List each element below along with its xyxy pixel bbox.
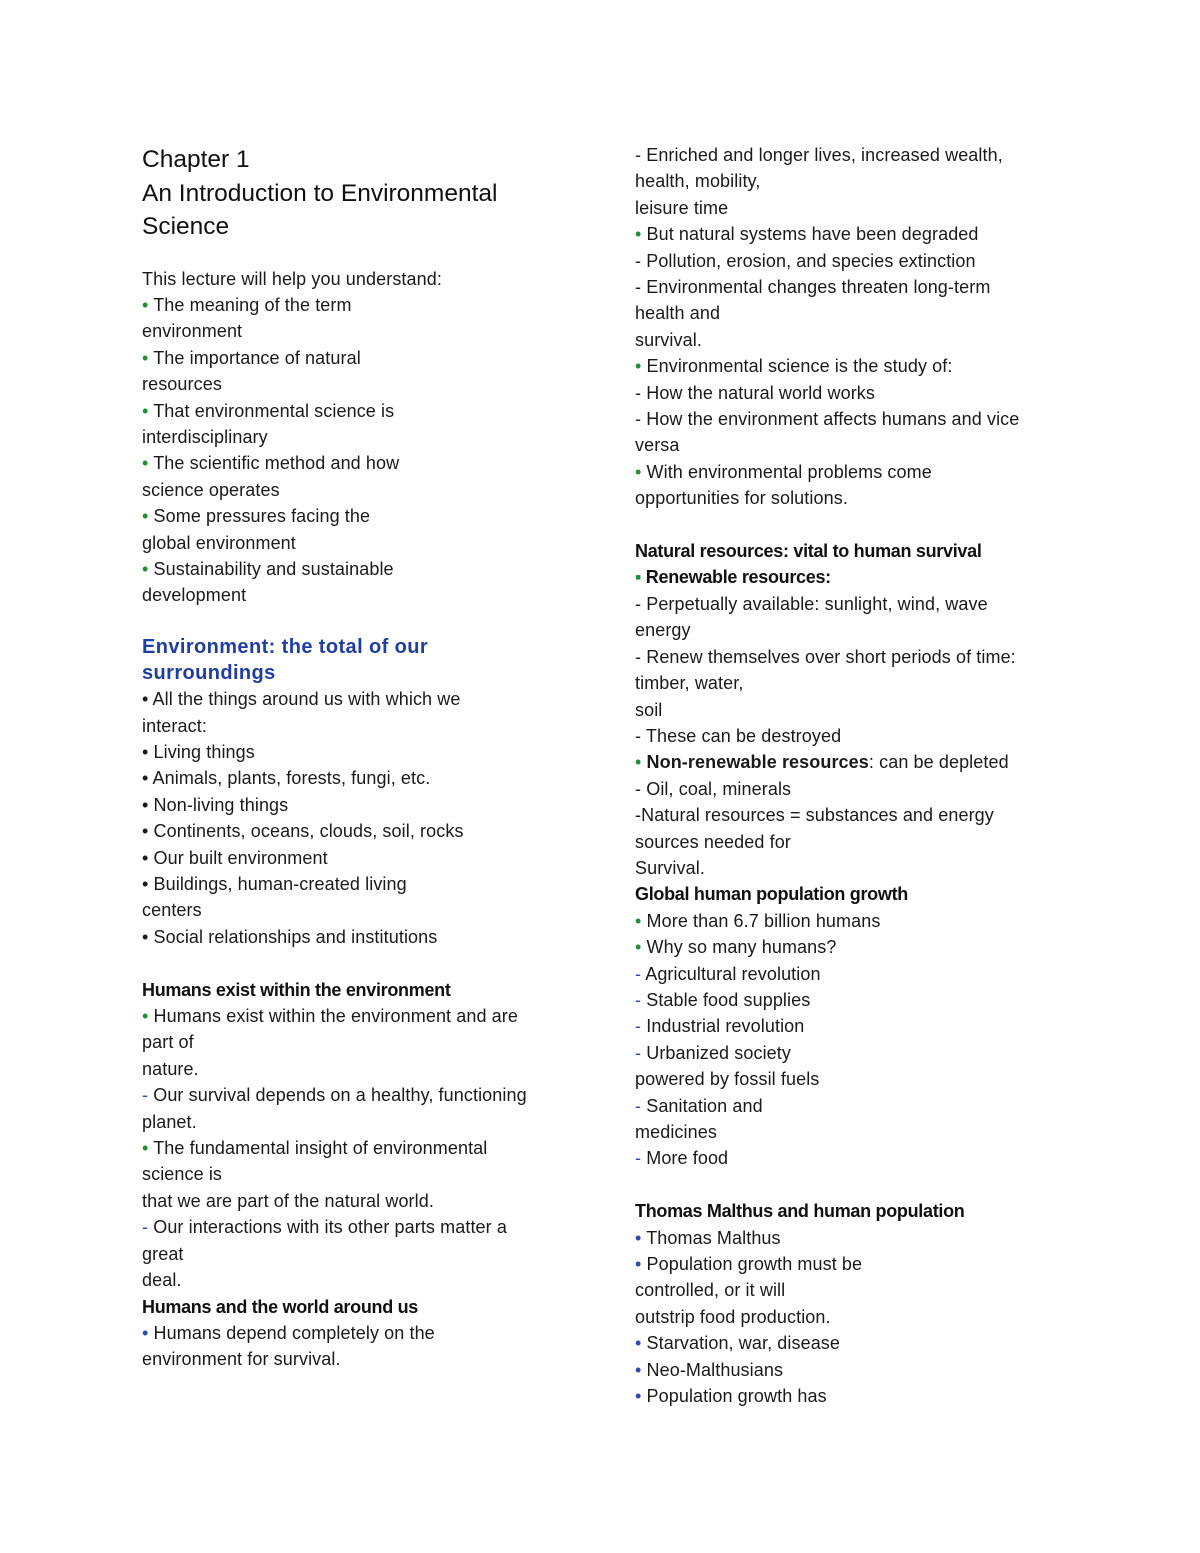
list-item-text: opportunities for solutions. bbox=[635, 488, 848, 509]
bullet-icon: • bbox=[635, 224, 642, 245]
list-item-text: leisure time bbox=[635, 197, 729, 218]
list-item bbox=[635, 617, 1075, 643]
list-item-text: medicines bbox=[635, 1122, 717, 1143]
list-item bbox=[142, 1003, 572, 1029]
list-item-text: More than 6.7 billion humans bbox=[646, 910, 881, 931]
bullet-icon: • bbox=[142, 506, 149, 527]
list-item bbox=[635, 221, 1075, 247]
list-item-text: Environmental science is the study of: bbox=[646, 356, 953, 377]
list-item bbox=[142, 1109, 572, 1135]
list-item bbox=[635, 195, 1075, 221]
list-item bbox=[142, 530, 572, 556]
bullet-icon: • bbox=[635, 1333, 642, 1354]
list-item-text: Neo-Malthusians bbox=[646, 1359, 784, 1380]
list-item-text: that we are part of the natural world. bbox=[142, 1190, 434, 1211]
bullet-icon: • bbox=[142, 1138, 149, 1159]
list-item-text: Enriched and longer lives, increased wealth, bbox=[646, 145, 1003, 165]
list-item bbox=[142, 371, 572, 397]
humans-exist-list bbox=[142, 1003, 572, 1293]
list-item-text: Humans exist within the environment and are bbox=[153, 1006, 518, 1027]
list-item-text: • All the things around us with which we bbox=[142, 689, 461, 710]
list-item bbox=[142, 1214, 572, 1240]
list-item bbox=[635, 723, 1075, 749]
list-item bbox=[142, 1161, 572, 1187]
list-item bbox=[142, 1267, 572, 1293]
list-item bbox=[635, 300, 1075, 326]
list-item-text: development bbox=[142, 585, 247, 606]
list-item-text: science operates bbox=[142, 479, 280, 500]
list-item-text: Pollution, erosion, and species extinction bbox=[646, 250, 976, 271]
list-item bbox=[635, 987, 1075, 1013]
list-item bbox=[635, 697, 1075, 723]
natural-resources-heading: Natural resources: vital to human survival bbox=[635, 541, 982, 562]
list-item bbox=[142, 686, 572, 712]
list-item-text: More food bbox=[646, 1148, 729, 1169]
list-item bbox=[635, 353, 1075, 379]
learning-objectives-list bbox=[142, 292, 572, 609]
list-item-text: How the environment affects humans and vice bbox=[646, 409, 1020, 430]
intro-text: This lecture will help you understand: bbox=[142, 268, 442, 289]
list-item bbox=[142, 477, 572, 503]
list-item-text: • Buildings, human-created living bbox=[142, 874, 407, 895]
list-item bbox=[142, 924, 572, 950]
list-item-text: outstrip food production. bbox=[635, 1306, 831, 1327]
list-item bbox=[142, 424, 572, 450]
list-item bbox=[635, 1357, 1075, 1383]
dash-marker: - bbox=[142, 1217, 149, 1238]
list-item bbox=[635, 432, 1075, 458]
list-item-text: These can be destroyed bbox=[645, 725, 842, 746]
list-item bbox=[142, 1320, 572, 1346]
list-item-text: -Natural resources = substances and energy bbox=[635, 805, 994, 826]
list-item bbox=[142, 1188, 572, 1214]
list-item-text: How the natural world works bbox=[646, 382, 876, 403]
bullet-icon: • bbox=[635, 752, 642, 773]
humans-world-list bbox=[142, 1320, 572, 1373]
list-item bbox=[635, 1304, 1075, 1330]
environment-list bbox=[142, 686, 572, 950]
bullet-icon: • bbox=[635, 1359, 642, 1380]
list-item-text: Sustainability and sustainable bbox=[153, 558, 394, 579]
list-item bbox=[142, 871, 572, 897]
list-item-text: science is bbox=[142, 1164, 223, 1185]
malthus-list bbox=[635, 1225, 1075, 1410]
list-item bbox=[635, 485, 1075, 511]
list-item bbox=[142, 1135, 572, 1161]
chapter-label: Chapter 1 bbox=[142, 146, 250, 173]
renewable-resources-row bbox=[635, 564, 1075, 590]
list-item bbox=[635, 142, 1075, 168]
list-item-text: Survival. bbox=[635, 857, 705, 878]
dash-marker: - bbox=[635, 277, 642, 298]
list-item bbox=[635, 1145, 1075, 1171]
nonrenewable-text: : can be depleted bbox=[868, 752, 1009, 773]
dash-marker: - bbox=[142, 1085, 149, 1106]
list-item bbox=[635, 1013, 1075, 1039]
renewable-label: Renewable resources: bbox=[645, 567, 831, 588]
list-item bbox=[142, 1241, 572, 1267]
list-item bbox=[635, 1066, 1075, 1092]
list-item-text: health and bbox=[635, 303, 721, 324]
left-column bbox=[142, 143, 572, 1373]
list-item-text: Starvation, war, disease bbox=[646, 1333, 841, 1354]
list-item-text: Some pressures facing the bbox=[153, 506, 371, 527]
list-item-text: • Animals, plants, forests, fungi, etc. bbox=[142, 768, 431, 789]
list-item bbox=[635, 591, 1075, 617]
humans-exist-heading: Humans exist within the environment bbox=[142, 979, 451, 1000]
list-item bbox=[635, 248, 1075, 274]
list-item bbox=[142, 739, 572, 765]
list-item-text: The fundamental insight of environmental bbox=[153, 1138, 488, 1159]
list-item-text: The meaning of the term bbox=[153, 294, 352, 315]
bullet-icon: • bbox=[635, 1227, 642, 1248]
bullet-icon: • bbox=[142, 294, 149, 315]
list-item bbox=[142, 845, 572, 871]
list-item bbox=[142, 1082, 572, 1108]
bullet-icon: • bbox=[142, 558, 149, 579]
list-item bbox=[635, 802, 1075, 828]
dash-marker: - bbox=[635, 963, 642, 984]
list-item-text: The scientific method and how bbox=[153, 453, 400, 474]
list-item bbox=[142, 292, 572, 318]
bullet-icon: • bbox=[635, 356, 642, 377]
list-item bbox=[142, 556, 572, 582]
list-item bbox=[635, 168, 1075, 194]
list-item-text: part of bbox=[142, 1032, 194, 1053]
right-column bbox=[635, 142, 1075, 1409]
list-item bbox=[635, 406, 1075, 432]
nonrenewable-label: Non-renewable resources bbox=[646, 752, 869, 773]
list-item-text: planet. bbox=[142, 1111, 197, 1132]
list-item bbox=[635, 327, 1075, 353]
nonrenewable-row bbox=[635, 749, 1075, 775]
list-item-text: survival. bbox=[635, 329, 702, 350]
list-item-text: soil bbox=[635, 699, 663, 720]
list-item bbox=[635, 644, 1075, 670]
chapter-title-line-2: Science bbox=[142, 213, 230, 240]
list-item bbox=[142, 450, 572, 476]
list-item bbox=[142, 503, 572, 529]
list-item bbox=[142, 1056, 572, 1082]
list-item-text: Agricultural revolution bbox=[645, 963, 821, 984]
list-item bbox=[635, 1040, 1075, 1066]
dash-marker: - bbox=[635, 250, 642, 271]
nonrenewable-list bbox=[635, 776, 1075, 882]
list-item bbox=[142, 1346, 572, 1372]
dash-marker: - bbox=[635, 1148, 642, 1169]
list-item bbox=[635, 855, 1075, 881]
bullet-icon: • bbox=[142, 1322, 149, 1343]
bullet-icon: • bbox=[635, 1386, 642, 1407]
bullet-icon: • bbox=[142, 453, 149, 474]
list-item-text: centers bbox=[142, 900, 202, 921]
list-item-text: • Non-living things bbox=[142, 794, 289, 815]
bullet-icon: • bbox=[635, 461, 642, 482]
list-item bbox=[142, 765, 572, 791]
list-item-text: • Continents, oceans, clouds, soil, rocks bbox=[142, 821, 464, 842]
list-item-text: Renew themselves over short periods of time: bbox=[646, 646, 1016, 667]
list-item bbox=[635, 670, 1075, 696]
list-item bbox=[142, 582, 572, 608]
list-item bbox=[635, 934, 1075, 960]
list-item-text: powered by fossil fuels bbox=[635, 1069, 820, 1090]
list-item bbox=[635, 1277, 1075, 1303]
bullet-icon: • bbox=[635, 910, 642, 931]
list-item-text: Environmental changes threaten long-term bbox=[646, 277, 991, 298]
bullet-icon: • bbox=[142, 400, 149, 421]
list-item bbox=[142, 897, 572, 923]
list-item-text: Why so many humans? bbox=[646, 937, 837, 958]
list-item bbox=[142, 318, 572, 344]
list-item-text: Our survival depends on a healthy, functioning bbox=[153, 1085, 527, 1106]
list-item-text: Perpetually available: sunlight, wind, wave bbox=[646, 593, 988, 614]
list-item bbox=[635, 1119, 1075, 1145]
list-item-text: Humans depend completely on the bbox=[153, 1322, 435, 1343]
list-item-text: timber, water, bbox=[635, 673, 744, 694]
dash-marker: - bbox=[635, 725, 642, 746]
environment-heading-line-1: Environment: the total of our bbox=[142, 636, 429, 659]
dash-marker: - bbox=[635, 778, 642, 799]
list-item bbox=[635, 274, 1075, 300]
dash-marker: - bbox=[635, 382, 642, 403]
list-item-text: versa bbox=[635, 435, 680, 456]
list-item-text: resources bbox=[142, 374, 222, 395]
dash-marker: - bbox=[635, 989, 642, 1010]
list-item-text: interdisciplinary bbox=[142, 426, 268, 447]
list-item bbox=[635, 829, 1075, 855]
list-item bbox=[142, 792, 572, 818]
list-item-text: sources needed for bbox=[635, 831, 791, 852]
list-item-text: With environmental problems come bbox=[646, 461, 932, 482]
list-item-text: deal. bbox=[142, 1270, 182, 1291]
list-item bbox=[635, 380, 1075, 406]
dash-marker: - bbox=[635, 409, 642, 430]
list-item-text: health, mobility, bbox=[635, 171, 761, 192]
list-item-text: But natural systems have been degraded bbox=[646, 224, 979, 245]
bullet-icon: • bbox=[635, 1254, 642, 1275]
list-item-text: Stable food supplies bbox=[646, 989, 811, 1010]
list-item-text: Our interactions with its other parts matter a bbox=[153, 1217, 507, 1238]
list-item bbox=[635, 1383, 1075, 1409]
top-continuation-list bbox=[635, 142, 1075, 512]
list-item bbox=[635, 1251, 1075, 1277]
list-item bbox=[142, 345, 572, 371]
list-item bbox=[142, 1029, 572, 1055]
list-item bbox=[635, 1093, 1075, 1119]
population-heading: Global human population growth bbox=[635, 884, 908, 905]
list-item-text: environment bbox=[142, 321, 243, 342]
list-item-text: • Living things bbox=[142, 741, 255, 762]
list-item-text: Oil, coal, minerals bbox=[646, 778, 792, 799]
list-item-text: That environmental science is bbox=[153, 400, 395, 421]
humans-world-heading: Humans and the world around us bbox=[142, 1296, 419, 1317]
environment-heading-line-2: surroundings bbox=[142, 661, 276, 684]
list-item bbox=[635, 961, 1075, 987]
list-item bbox=[635, 1330, 1075, 1356]
list-item bbox=[635, 459, 1075, 485]
dash-marker: - bbox=[635, 646, 642, 667]
list-item-text: Industrial revolution bbox=[646, 1016, 805, 1037]
dash-marker: - bbox=[635, 1042, 642, 1063]
dash-marker: - bbox=[635, 593, 642, 614]
list-item-text: Population growth must be bbox=[646, 1254, 863, 1275]
list-item-text: • Our built environment bbox=[142, 847, 328, 868]
bullet-icon: • bbox=[142, 1006, 149, 1027]
list-item bbox=[142, 713, 572, 739]
list-item-text: global environment bbox=[142, 532, 296, 553]
bullet-icon: • bbox=[635, 937, 642, 958]
list-item bbox=[635, 1225, 1075, 1251]
dash-marker: - bbox=[635, 145, 642, 165]
dash-marker: - bbox=[635, 1095, 642, 1116]
renewable-list bbox=[635, 591, 1075, 749]
dash-marker: - bbox=[635, 1016, 642, 1037]
population-list bbox=[635, 908, 1075, 1172]
list-item-text: controlled, or it will bbox=[635, 1280, 786, 1301]
list-item-text: energy bbox=[635, 620, 691, 641]
list-item-text: Population growth has bbox=[646, 1386, 827, 1407]
list-item bbox=[142, 398, 572, 424]
list-item-text: great bbox=[142, 1243, 184, 1264]
malthus-heading: Thomas Malthus and human population bbox=[635, 1201, 965, 1222]
bullet-icon: • bbox=[142, 347, 149, 368]
list-item-text: interact: bbox=[142, 715, 207, 736]
list-item-text: nature. bbox=[142, 1058, 199, 1079]
list-item bbox=[635, 908, 1075, 934]
list-item-text: • Social relationships and institutions bbox=[142, 926, 438, 947]
list-item-text: environment for survival. bbox=[142, 1349, 341, 1370]
list-item-text: Urbanized society bbox=[646, 1042, 791, 1063]
square-bullet-icon: ▪ bbox=[635, 567, 642, 588]
list-item bbox=[142, 818, 572, 844]
list-item bbox=[635, 776, 1075, 802]
list-item-text: Thomas Malthus bbox=[646, 1227, 781, 1248]
chapter-title-line-1: An Introduction to Environmental bbox=[142, 179, 498, 207]
list-item-text: Sanitation and bbox=[646, 1095, 763, 1116]
list-item-text: The importance of natural bbox=[153, 347, 361, 368]
